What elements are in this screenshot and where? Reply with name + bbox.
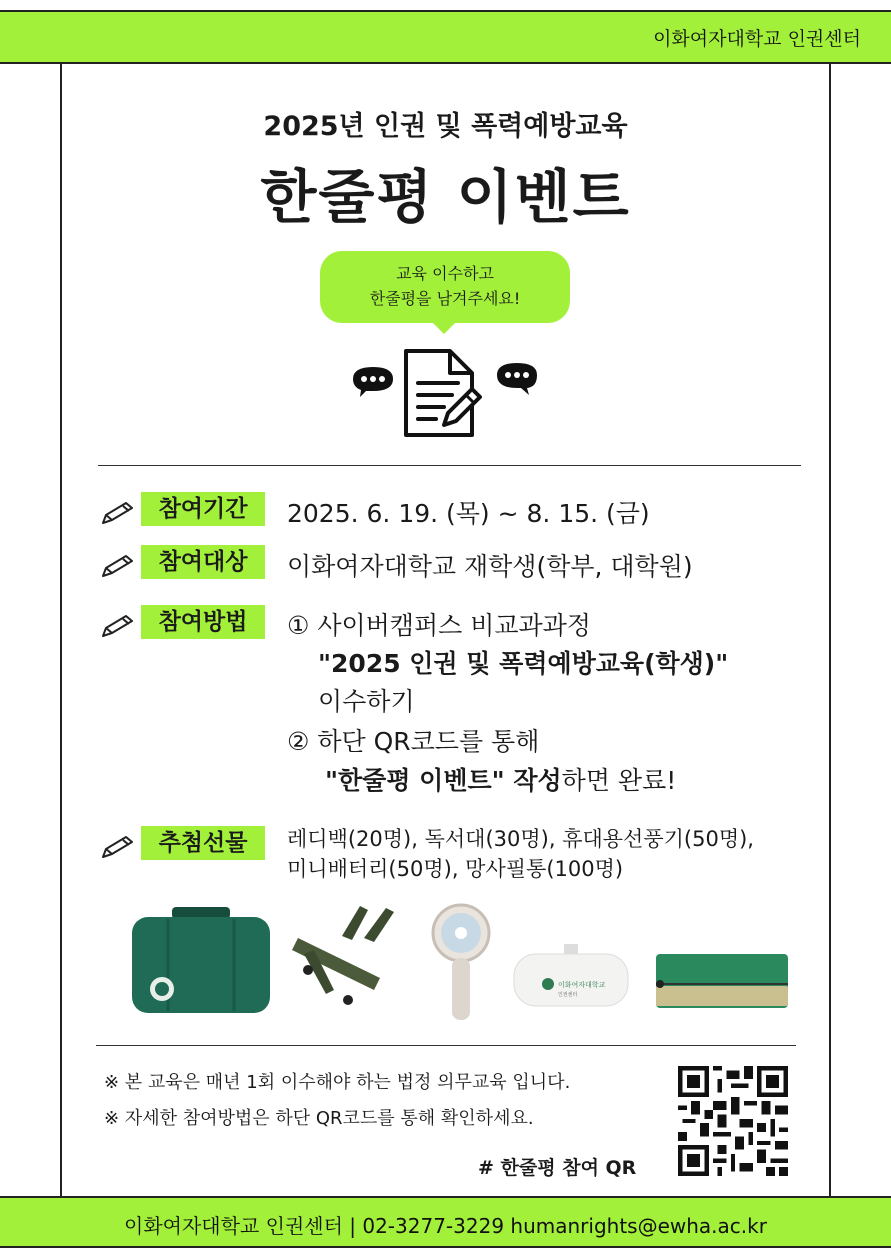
book-stand-image: [290, 898, 402, 1010]
pencil-icon: [100, 613, 138, 639]
target-value: 이화여자대학교 재학생(학부, 대학원): [287, 552, 693, 581]
divider-bottom: [96, 1045, 796, 1046]
chat-bubble-right-icon: [497, 363, 537, 395]
speech-bubble: [320, 251, 570, 323]
qr-caption: # 한줄평 참여 QR: [478, 1157, 637, 1179]
header-org: 이화여자대학교 인권센터: [653, 28, 861, 50]
page-subtitle: 2025년 인권 및 폭력예방교육: [263, 111, 628, 142]
period-label: 참여기간: [141, 492, 265, 526]
prizes-line-2: 미니배터리(50명), 망사필통(100명): [287, 857, 624, 881]
document-edit-icon: [348, 343, 542, 443]
chat-bubble-left-icon: [353, 367, 393, 397]
pencil-icon: [100, 500, 138, 526]
note-line-2: ※ 자세한 참여방법은 하단 QR코드를 통해 확인하세요.: [104, 1108, 534, 1129]
qr-code[interactable]: [678, 1066, 788, 1176]
bubble-tail: [431, 321, 457, 334]
note-line-1: ※ 본 교육은 매년 1회 이수해야 하는 법정 의무교육 입니다.: [104, 1072, 571, 1093]
mesh-pencil-case-image: [652, 948, 792, 1014]
battery-print-sub: 인권센터: [558, 992, 578, 998]
method-step-2-line: [325, 761, 676, 797]
bubble-line-2: 한줄평을 남겨주세요!: [369, 289, 521, 308]
target-label: 참여대상: [141, 545, 265, 579]
prizes-label: 추첨선물: [141, 826, 265, 860]
divider-top: [98, 465, 801, 466]
battery-print: 이화여자대학교: [558, 981, 606, 989]
footer-bar: [0, 1196, 891, 1248]
handheld-fan-image: [428, 900, 494, 1024]
method-event-name: "한줄평 이벤트" 작성: [325, 766, 562, 795]
pencil-icon: [100, 834, 138, 860]
prizes-value: [287, 824, 754, 884]
period-value: 2025. 6. 19. (목) ~ 8. 15. (금): [287, 499, 650, 528]
method-step-2-end: 하면 완료!: [561, 766, 677, 795]
method-step-2: ② 하단 QR코드를 통해: [287, 727, 540, 756]
method-step-1-end: 이수하기: [318, 687, 415, 716]
header-bar: [0, 10, 891, 64]
ready-bag-image: [128, 905, 274, 1017]
prizes-line-1: 레디백(20명), 독서대(30명), 휴대용선풍기(50명),: [287, 827, 754, 851]
page-title: 한줄평 이벤트: [260, 163, 631, 231]
method-label: 참여방법: [141, 605, 265, 639]
method-step-1: ① 사이버캠퍼스 비교과과정: [287, 611, 591, 640]
method-course-name: "2025 인권 및 폭력예방교육(학생)": [318, 649, 729, 678]
bubble-line-1: 교육 이수하고: [396, 264, 494, 283]
footer-contact: 이화여자대학교 인권센터 | 02-3277-3229 humanrights@ewha.ac.kr: [124, 1214, 767, 1238]
pencil-icon: [100, 553, 138, 579]
document-icon: [406, 351, 472, 435]
mini-battery-image: [510, 942, 632, 1010]
